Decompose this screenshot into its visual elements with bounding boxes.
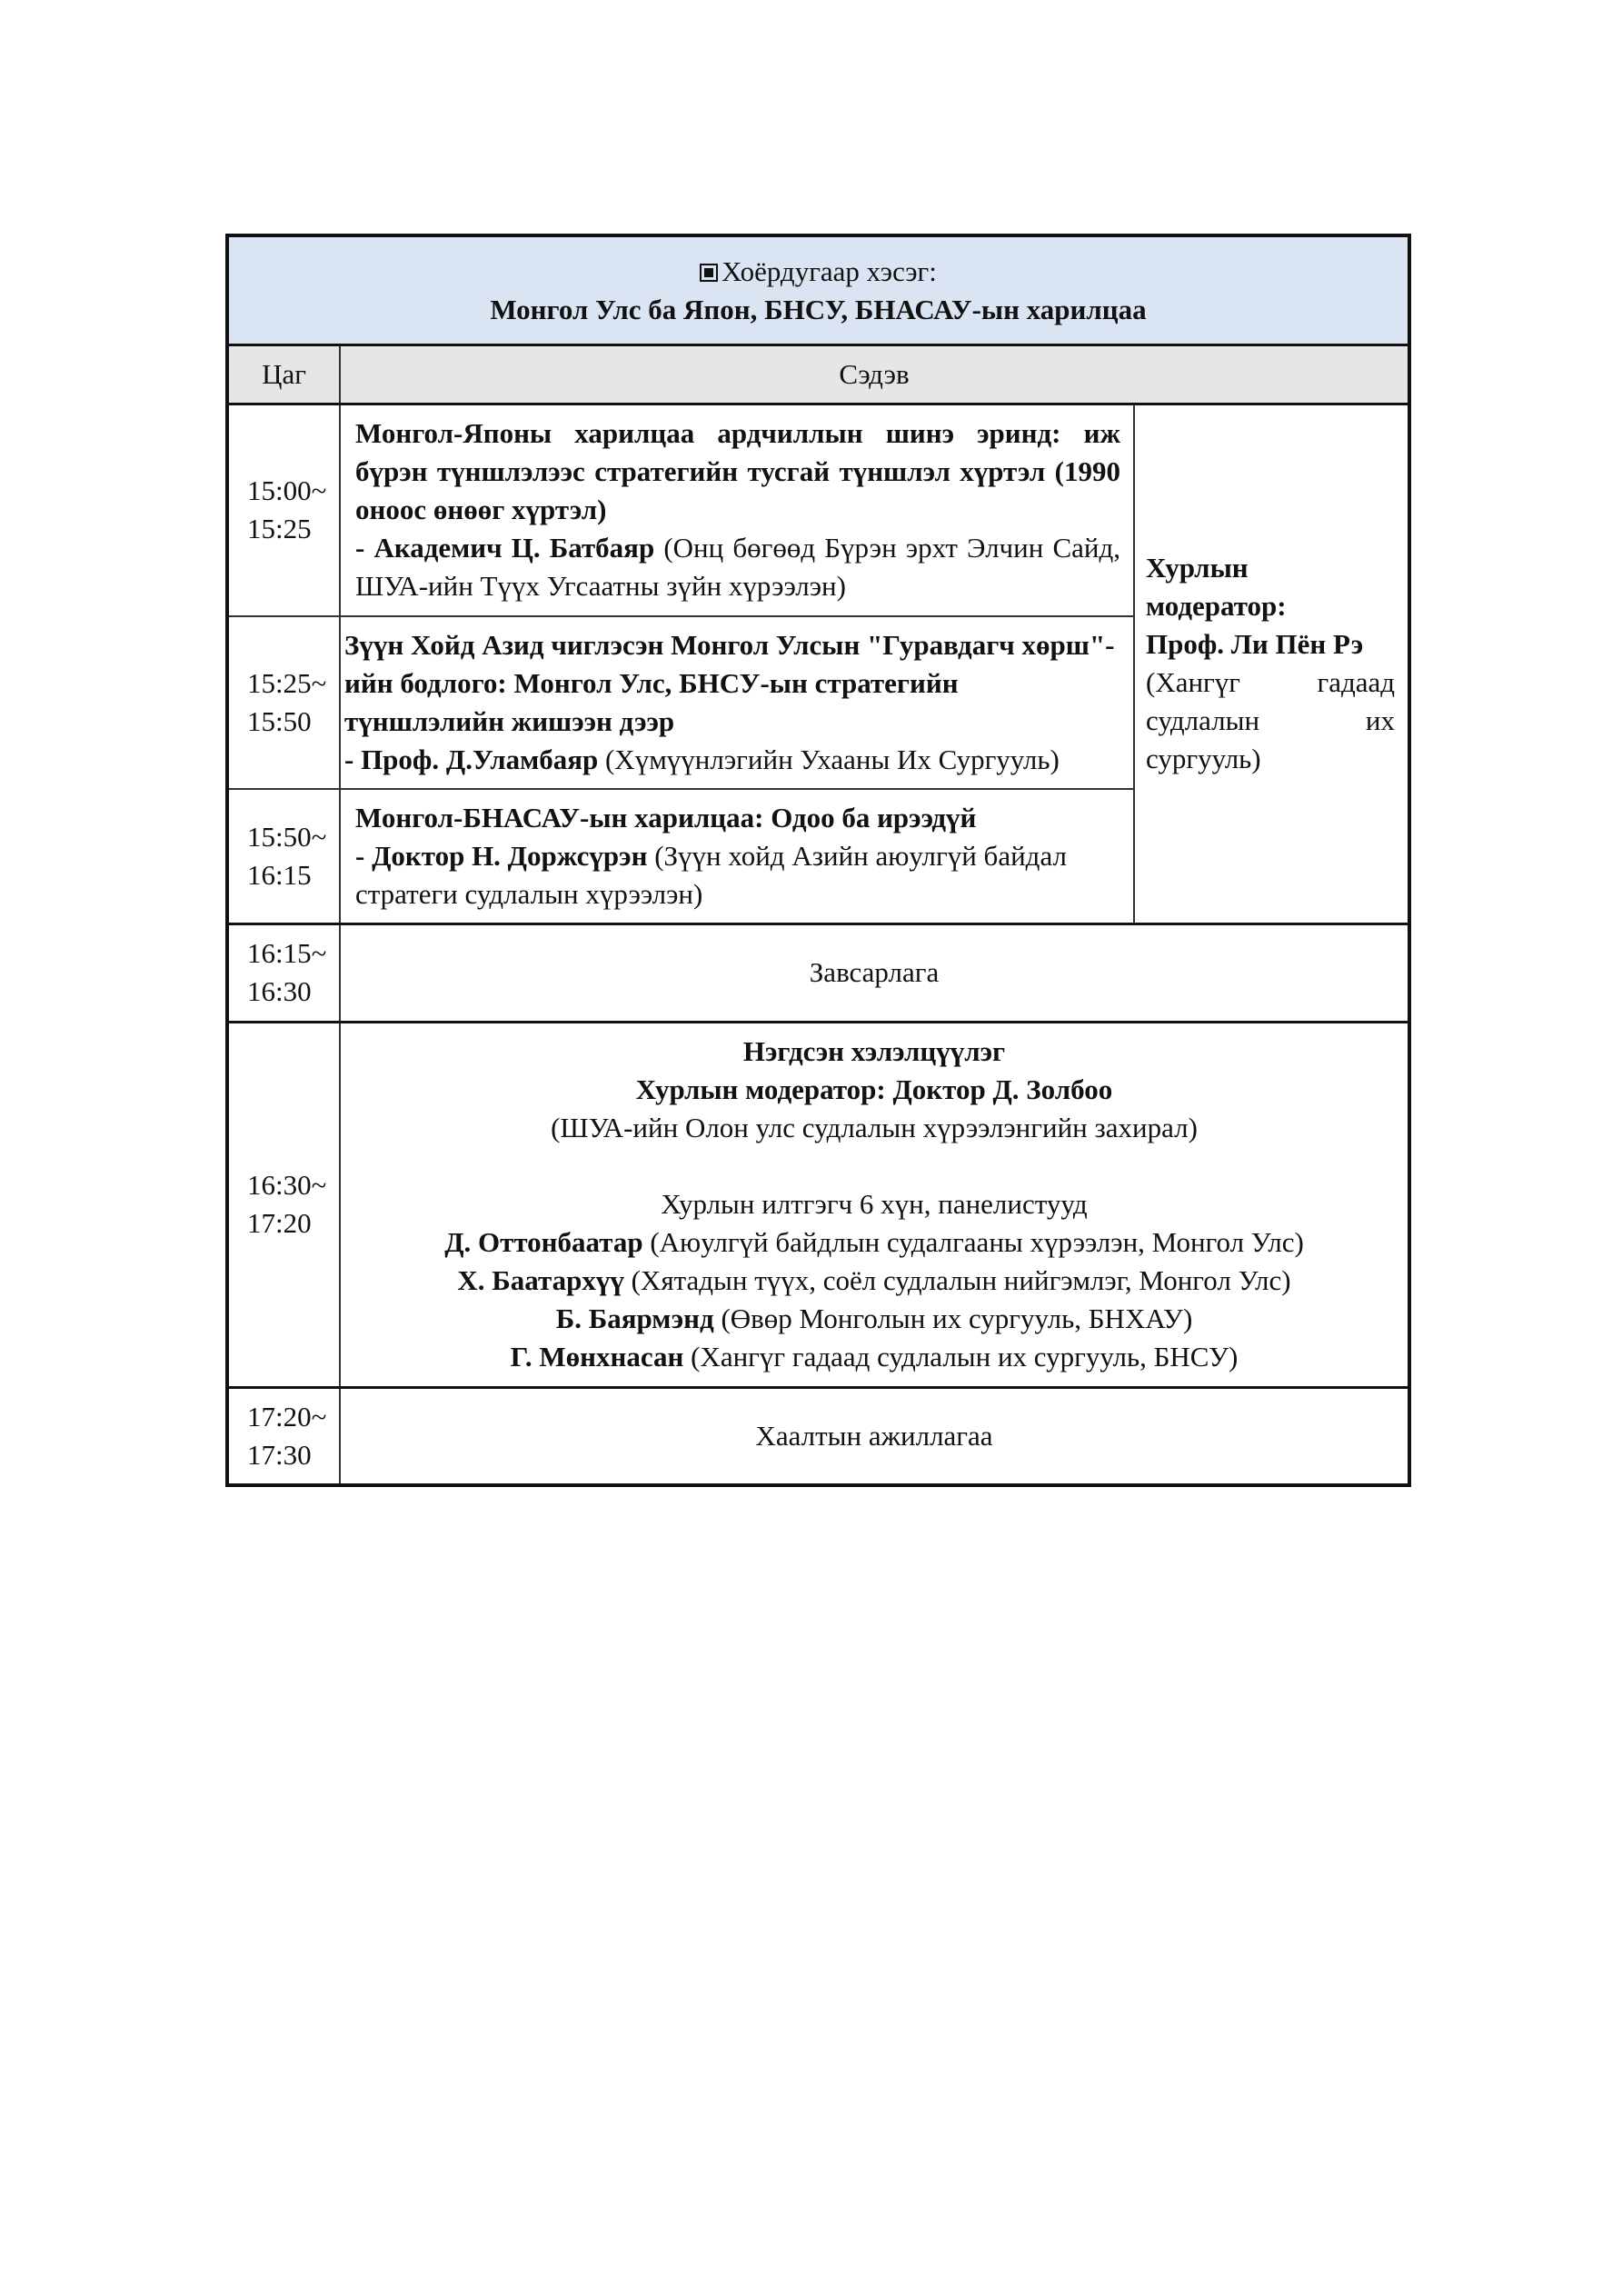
time-start: 15:00~ <box>247 474 327 507</box>
speaker-name: - Академич Ц. Батбаяр <box>355 532 655 564</box>
time-start: 15:50~ <box>247 820 327 853</box>
speaker-affiliation: (Онц бөгөөд Бүрэн эрхт Элчин Сайд, ШУА-ийн Түүх Угсаатны зүйн хүрээлэн) <box>355 532 1120 603</box>
time-end: 17:20 <box>247 1207 312 1239</box>
time-end: 16:30 <box>247 975 312 1007</box>
discussion-moderator-affiliation: (ШУА-ийн Олон улс судлалын хүрээлэнгийн захирал) <box>551 1112 1198 1143</box>
time-start: 16:30~ <box>247 1169 327 1201</box>
topic-cell <box>340 404 1134 616</box>
moderator-label: Хурлын модератор: <box>1146 552 1287 623</box>
moderator-cell <box>1134 404 1409 924</box>
header-row <box>227 345 1409 404</box>
topic-cell <box>340 789 1134 924</box>
speaker-name: - Доктор Н. Доржсүрэн <box>355 839 648 872</box>
moderator-affiliation: (Хангүг гадаад судлалын их сургууль) <box>1146 666 1396 775</box>
panelist-item <box>341 1262 1408 1300</box>
section-title: Монгол Улс ба Япон, БНСУ, БНАСАУ-ын харилцаа <box>490 293 1147 325</box>
time-end: 17:30 <box>247 1438 312 1471</box>
panelist-name: Б. Баярмэнд <box>555 1303 714 1334</box>
panelist-name: Г. Мөнхнасан <box>510 1341 684 1373</box>
panelist-affiliation: (Өвөр Монголын их сургууль, БНХАУ) <box>713 1303 1193 1334</box>
spacer <box>341 1147 1408 1185</box>
column-header-topic: Сэдэв <box>340 345 1409 404</box>
section-label: Хоёрдугаар хэсэг: <box>721 255 937 287</box>
panelist-affiliation: (Хятадын түүх, соёл судлалын нийгэмлэг, Монгол Улс) <box>623 1264 1291 1296</box>
talk-title: Монгол-БНАСАУ-ын харилцаа: Одоо ба ирээдүй <box>355 801 977 834</box>
time-end: 15:25 <box>247 513 312 545</box>
closing-row <box>227 1387 1409 1485</box>
section-title-cell <box>227 235 1409 345</box>
break-label: Завсарлага <box>340 923 1409 1022</box>
panelist-name: Д. Оттонбаатар <box>444 1226 643 1258</box>
time-cell <box>227 1387 340 1485</box>
section-title-row <box>227 235 1409 345</box>
time-start: 16:15~ <box>247 937 327 969</box>
talk-title: Зүүн Хойд Азид чиглэсэн Монгол Улсын "Гуравдагч хөрш"-ийн бодлого: Монгол Улс, БНСУ-ын стратегийн түншлэлийн жишээн дээр <box>344 628 1115 737</box>
speaker-affiliation: (Хүмүүнлэгийн Ухааны Их Сургууль) <box>598 743 1060 775</box>
speaker-affiliation: (Зүүн хойд Азийн аюулгүй байдал стратеги судлалын хүрээлэн) <box>355 839 1067 910</box>
time-cell <box>227 1022 340 1387</box>
panelist-item <box>341 1338 1408 1376</box>
time-cell <box>227 789 340 924</box>
discussion-moderator: Хурлын модератор: Доктор Д. Золбоо <box>635 1073 1113 1105</box>
time-start: 15:25~ <box>247 666 327 699</box>
time-cell <box>227 616 340 789</box>
discussion-heading: Нэгдсэн хэлэлцүүлэг <box>742 1035 1006 1067</box>
topic-cell <box>340 616 1134 789</box>
section-title-line1 <box>229 253 1408 291</box>
speaker-name: - Проф. Д.Уламбаяр <box>344 743 599 775</box>
schedule-table <box>225 234 1411 1487</box>
time-end: 16:15 <box>247 858 312 891</box>
panelist-affiliation: (Хангүг гадаад судлалын их сургууль, БНСУ) <box>683 1341 1239 1373</box>
panelist-item <box>341 1300 1408 1338</box>
column-header-time: Цаг <box>227 345 340 404</box>
closing-label: Хаалтын ажиллагаа <box>340 1387 1409 1485</box>
checkbox-square-icon <box>700 264 718 282</box>
time-cell <box>227 404 340 616</box>
time-start: 17:20~ <box>247 1400 327 1433</box>
talk-title: Монгол-Японы харилцаа ардчиллын шинэ эринд: иж бүрэн түншлэлээс стратегийн тусгай түншлэл хүртэл (1990 оноос өнөөг хүртэл) <box>355 417 1120 526</box>
panel-intro: Хурлын илтгэгч 6 хүн, панелистууд <box>661 1188 1088 1220</box>
panelist-item <box>341 1223 1408 1262</box>
discussion-cell <box>340 1022 1409 1387</box>
moderator-name: Проф. Ли Пён Рэ <box>1146 628 1364 661</box>
time-cell <box>227 923 340 1022</box>
time-end: 15:50 <box>247 704 312 737</box>
session-row <box>227 404 1409 616</box>
panelist-name: Х. Баатархүү <box>457 1264 624 1296</box>
break-row <box>227 923 1409 1022</box>
discussion-row <box>227 1022 1409 1387</box>
panelist-affiliation: (Аюулгүй байдлын судалгааны хүрээлэн, Монгол Улс) <box>642 1226 1304 1258</box>
